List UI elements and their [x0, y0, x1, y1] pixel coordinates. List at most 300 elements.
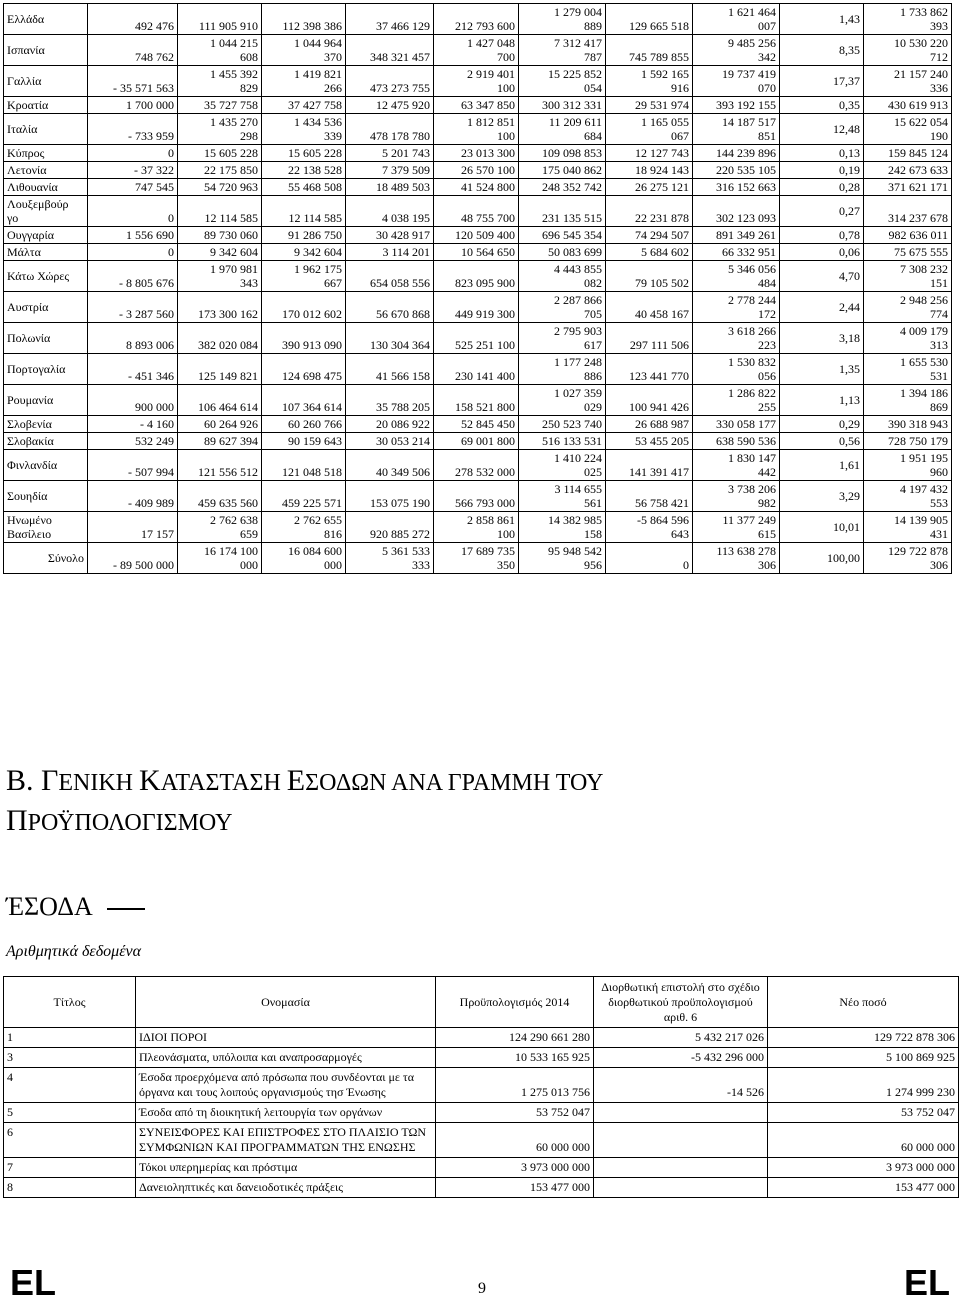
- amount-c8: 316 152 663: [693, 179, 780, 196]
- amount-c2: 382 020 084: [178, 323, 262, 354]
- amount-c1: 532 249: [88, 433, 178, 450]
- amount-c6: 7 312 417 787: [519, 35, 606, 66]
- amount-c3: 15 605 228: [262, 145, 346, 162]
- amount-c3: 22 138 528: [262, 162, 346, 179]
- amount-c8: 3 738 206 982: [693, 481, 780, 512]
- amount-c1: - 3 287 560: [88, 292, 178, 323]
- amount-c6: 231 135 515: [519, 196, 606, 227]
- amount-c7: 29 531 974: [606, 97, 693, 114]
- amount-c8: 11 377 249 615: [693, 512, 780, 543]
- amount-c4: 654 058 556: [346, 261, 434, 292]
- revenue-row: [4, 1178, 959, 1198]
- amount-c1: 0: [88, 145, 178, 162]
- numerical-data-label: Αριθμητικά δεδομένα: [6, 943, 141, 960]
- amount-c4: 56 670 868: [346, 292, 434, 323]
- share-percent: 17,37: [780, 66, 864, 97]
- amount-c8: 638 590 536: [693, 433, 780, 450]
- country-row: [4, 97, 952, 114]
- amount-c3: 107 364 614: [262, 385, 346, 416]
- amount-c5: 10 564 650: [434, 244, 519, 261]
- country-row: [4, 227, 952, 244]
- amount-c7: 100 941 426: [606, 385, 693, 416]
- country-row: [4, 162, 952, 179]
- amount-c2: 15 605 228: [178, 145, 262, 162]
- amount-c7: 5 684 602: [606, 244, 693, 261]
- amount-c5: 278 532 000: [434, 450, 519, 481]
- amount-c1: 747 545: [88, 179, 178, 196]
- amount-c5: 525 251 100: [434, 323, 519, 354]
- amount-c8: 1 621 464 007: [693, 4, 780, 35]
- country-name: Ιταλία: [4, 114, 88, 145]
- country-row: [4, 292, 952, 323]
- amount-c5: 120 509 400: [434, 227, 519, 244]
- share-percent: 4,70: [780, 261, 864, 292]
- amount-c4: 18 489 503: [346, 179, 434, 196]
- share-percent: 0,56: [780, 433, 864, 450]
- amount-c3: 1 044 964 370: [262, 35, 346, 66]
- total-amount: 1 733 862 393: [864, 4, 952, 35]
- country-name: Σουηδία: [4, 481, 88, 512]
- amount-c6: 14 382 985 158: [519, 512, 606, 543]
- title-code: 3: [4, 1048, 136, 1068]
- amount-c3: 124 698 475: [262, 354, 346, 385]
- total-amount: 1 951 195 960: [864, 450, 952, 481]
- country-name: Φινλανδία: [4, 450, 88, 481]
- amount-c4: 30 428 917: [346, 227, 434, 244]
- amount-c7: 26 275 121: [606, 179, 693, 196]
- country-name: Λετονία: [4, 162, 88, 179]
- amount-c1: 1 556 690: [88, 227, 178, 244]
- country-row: [4, 179, 952, 196]
- amount-c5: 63 347 850: [434, 97, 519, 114]
- amount-c1: - 8 805 676: [88, 261, 178, 292]
- heading-rule: [107, 908, 145, 910]
- country-name: Λουξεμβούρ γο: [4, 196, 88, 227]
- amount-c6: 175 040 862: [519, 162, 606, 179]
- country-name: Αυστρία: [4, 292, 88, 323]
- new-amount: 1 274 999 230: [768, 1068, 959, 1103]
- amount-c8: 302 123 093: [693, 196, 780, 227]
- amount-c6: 15 225 852 054: [519, 66, 606, 97]
- amount-c6: 95 948 542 956: [519, 543, 606, 574]
- share-percent: 0,19: [780, 162, 864, 179]
- total-amount: 15 622 054 190: [864, 114, 952, 145]
- amount-c8: 393 192 155: [693, 97, 780, 114]
- country-name: Σλοβενία: [4, 416, 88, 433]
- amount-c7: 40 458 167: [606, 292, 693, 323]
- amount-c2: 1 044 215 608: [178, 35, 262, 66]
- total-amount: 10 530 220 712: [864, 35, 952, 66]
- amount-c3: 1 962 175 667: [262, 261, 346, 292]
- amount-c1: 1 700 000: [88, 97, 178, 114]
- budget-amount: 60 000 000: [436, 1123, 594, 1158]
- amount-c4: 130 304 364: [346, 323, 434, 354]
- title-code: 6: [4, 1123, 136, 1158]
- total-amount: 242 673 633: [864, 162, 952, 179]
- amount-c2: 1 435 270 298: [178, 114, 262, 145]
- dab-amount: -14 526: [594, 1068, 768, 1103]
- amount-c1: - 507 994: [88, 450, 178, 481]
- amount-c6: 50 083 699: [519, 244, 606, 261]
- amount-c3: 390 913 090: [262, 323, 346, 354]
- amount-c5: 449 919 300: [434, 292, 519, 323]
- section-title: Β. ΓΕΝΙΚΗ ΚΑΤΑΣΤΑΣΗ ΕΣΟΔΩΝ ΑΝΑ ΓΡΑΜΜΗ ΤΟΥ ΠΡΟΫΠΟΛΟΓΙΣΜΟΥ: [6, 764, 604, 837]
- amount-c6: 696 545 354: [519, 227, 606, 244]
- amount-c3: 55 468 508: [262, 179, 346, 196]
- new-amount: 53 752 047: [768, 1103, 959, 1123]
- amount-c1: - 4 160: [88, 416, 178, 433]
- new-amount: 153 477 000: [768, 1178, 959, 1198]
- title-name: Έσοδα από τη διοικητική λειτουργία των οργάνων: [136, 1103, 436, 1123]
- amount-c5: 52 845 450: [434, 416, 519, 433]
- amount-c6: 3 114 655 561: [519, 481, 606, 512]
- amount-c6: 1 027 359 029: [519, 385, 606, 416]
- country-row: [4, 261, 952, 292]
- amount-c2: 54 720 963: [178, 179, 262, 196]
- amount-c6: 2 795 903 617: [519, 323, 606, 354]
- share-percent: 1,61: [780, 450, 864, 481]
- amount-c3: 91 286 750: [262, 227, 346, 244]
- amount-c8: 5 346 056 484: [693, 261, 780, 292]
- amount-c2: 9 342 604: [178, 244, 262, 261]
- country-name: Κάτω Χώρες: [4, 261, 88, 292]
- country-name: Ελλάδα: [4, 4, 88, 35]
- amount-c5: 23 013 300: [434, 145, 519, 162]
- title-code: 8: [4, 1178, 136, 1198]
- amount-c7: 18 924 143: [606, 162, 693, 179]
- footer-language-right: EL: [903, 1262, 950, 1303]
- total-amount: 1 655 530 531: [864, 354, 952, 385]
- new-amount: 60 000 000: [768, 1123, 959, 1158]
- amount-c7: 1 165 055 067: [606, 114, 693, 145]
- amount-c4: 35 788 205: [346, 385, 434, 416]
- revenue-row: [4, 1158, 959, 1178]
- share-percent: 0,06: [780, 244, 864, 261]
- country-name: Ηνωμένο Βασίλειο: [4, 512, 88, 543]
- country-row: [4, 196, 952, 227]
- amount-c3: 16 084 600 000: [262, 543, 346, 574]
- amount-c2: 121 556 512: [178, 450, 262, 481]
- amount-c5: 212 793 600: [434, 4, 519, 35]
- country-row: [4, 4, 952, 35]
- amount-c7: 129 665 518: [606, 4, 693, 35]
- dab-amount: [594, 1123, 768, 1158]
- revenue-header-row: [4, 977, 959, 1028]
- new-amount: 129 722 878 306: [768, 1028, 959, 1048]
- amount-c4: 37 466 129: [346, 4, 434, 35]
- share-percent: 1,13: [780, 385, 864, 416]
- amount-c2: 1 970 981 343: [178, 261, 262, 292]
- country-name: Γαλλία: [4, 66, 88, 97]
- country-row: [4, 512, 952, 543]
- dab-amount: 5 432 217 026: [594, 1028, 768, 1048]
- amount-c2: 35 727 758: [178, 97, 262, 114]
- share-percent: 3,29: [780, 481, 864, 512]
- share-percent: 100,00: [780, 543, 864, 574]
- country-row: [4, 323, 952, 354]
- amount-c2: 125 149 821: [178, 354, 262, 385]
- share-percent: 3,18: [780, 323, 864, 354]
- amount-c6: 248 352 742: [519, 179, 606, 196]
- share-percent: 2,44: [780, 292, 864, 323]
- country-name: Μάλτα: [4, 244, 88, 261]
- title-code: 7: [4, 1158, 136, 1178]
- country-name: Σύνολο: [4, 543, 88, 574]
- total-amount: 1 394 186 869: [864, 385, 952, 416]
- amount-c1: 900 000: [88, 385, 178, 416]
- total-amount: 314 237 678: [864, 196, 952, 227]
- amount-c1: - 35 571 563: [88, 66, 178, 97]
- amount-c3: 112 398 386: [262, 4, 346, 35]
- amount-c8: 2 778 244 172: [693, 292, 780, 323]
- amount-c4: 5 361 533 333: [346, 543, 434, 574]
- amount-c3: 60 260 766: [262, 416, 346, 433]
- amount-c3: 170 012 602: [262, 292, 346, 323]
- amount-c1: 0: [88, 244, 178, 261]
- amount-c7: 26 688 987: [606, 416, 693, 433]
- amount-c2: 22 175 850: [178, 162, 262, 179]
- revenue-row: [4, 1123, 959, 1158]
- title-name: ΣΥΝΕΙΣΦΟΡΕΣ ΚΑΙ ΕΠΙΣΤΡΟΦΕΣ ΣΤΟ ΠΛΑΙΣΙΟ ΤΩΝ ΣΥΜΦΩΝΙΩΝ ΚΑΙ ΠΡΟΓΡΑΜΜΑΤΩΝ ΤΗΣ ΕΝΩΣΗΣ: [136, 1123, 436, 1158]
- amount-c6: 1 279 004 889: [519, 4, 606, 35]
- amount-c4: 920 885 272: [346, 512, 434, 543]
- amount-c5: 230 141 400: [434, 354, 519, 385]
- total-amount: 982 636 011: [864, 227, 952, 244]
- amount-c1: 492 476: [88, 4, 178, 35]
- revenue-row: [4, 1068, 959, 1103]
- amount-c3: 121 048 518: [262, 450, 346, 481]
- title-code: 4: [4, 1068, 136, 1103]
- dab-amount: -5 432 296 000: [594, 1048, 768, 1068]
- amount-c5: 69 001 800: [434, 433, 519, 450]
- amount-c1: - 733 959: [88, 114, 178, 145]
- amount-c5: 2 919 401 100: [434, 66, 519, 97]
- title-code: 1: [4, 1028, 136, 1048]
- amount-c8: 66 332 951: [693, 244, 780, 261]
- budget-amount: 3 973 000 000: [436, 1158, 594, 1178]
- new-amount: 5 100 869 925: [768, 1048, 959, 1068]
- amount-c3: 90 159 643: [262, 433, 346, 450]
- country-name: Ουγγαρία: [4, 227, 88, 244]
- amount-c5: 17 689 735 350: [434, 543, 519, 574]
- total-amount: 4 009 179 313: [864, 323, 952, 354]
- country-row: [4, 416, 952, 433]
- amount-c4: 41 566 158: [346, 354, 434, 385]
- country-row: [4, 66, 952, 97]
- amount-c4: 40 349 506: [346, 450, 434, 481]
- total-amount: 7 308 232 151: [864, 261, 952, 292]
- country-row: [4, 145, 952, 162]
- amount-c4: 3 114 201: [346, 244, 434, 261]
- share-percent: 0,35: [780, 97, 864, 114]
- revenue-row: [4, 1028, 959, 1048]
- amount-c6: 4 443 855 082: [519, 261, 606, 292]
- budget-amount: 153 477 000: [436, 1178, 594, 1198]
- total-row: [4, 543, 952, 574]
- header-new-amount: Νέο ποσό: [768, 977, 959, 1028]
- amount-c2: 89 627 394: [178, 433, 262, 450]
- country-name: Πολωνία: [4, 323, 88, 354]
- contributions-by-country-table: [3, 3, 952, 574]
- amount-c1: 17 157: [88, 512, 178, 543]
- amount-c4: 30 053 214: [346, 433, 434, 450]
- amount-c5: 823 095 900: [434, 261, 519, 292]
- amount-c5: 158 521 800: [434, 385, 519, 416]
- budget-amount: 53 752 047: [436, 1103, 594, 1123]
- country-row: [4, 433, 952, 450]
- revenue-row: [4, 1103, 959, 1123]
- amount-c4: 348 321 457: [346, 35, 434, 66]
- total-amount: 4 197 432 553: [864, 481, 952, 512]
- amount-c5: 48 755 700: [434, 196, 519, 227]
- share-percent: 0,78: [780, 227, 864, 244]
- header-title: Τίτλος: [4, 977, 136, 1028]
- amount-c8: 144 239 896: [693, 145, 780, 162]
- amount-c7: -5 864 596 643: [606, 512, 693, 543]
- share-percent: 1,43: [780, 4, 864, 35]
- amount-c5: 41 524 800: [434, 179, 519, 196]
- amount-c2: 2 762 638 659: [178, 512, 262, 543]
- amount-c1: - 89 500 000: [88, 543, 178, 574]
- title-name: Πλεονάσματα, υπόλοιπα και αναπροσαρμογές: [136, 1048, 436, 1068]
- total-amount: 14 139 905 431: [864, 512, 952, 543]
- revenue-by-title-table: [3, 976, 959, 1198]
- amount-c8: 1 830 147 442: [693, 450, 780, 481]
- amount-c5: 1 812 851 100: [434, 114, 519, 145]
- amount-c2: 12 114 585: [178, 196, 262, 227]
- amount-c7: 141 391 417: [606, 450, 693, 481]
- amount-c4: 473 273 755: [346, 66, 434, 97]
- amount-c8: 220 535 105: [693, 162, 780, 179]
- amount-c5: 566 793 000: [434, 481, 519, 512]
- amount-c7: 1 592 165 916: [606, 66, 693, 97]
- amount-c4: 20 086 922: [346, 416, 434, 433]
- amount-c2: 111 905 910: [178, 4, 262, 35]
- total-amount: 2 948 256 774: [864, 292, 952, 323]
- amount-c2: 173 300 162: [178, 292, 262, 323]
- total-amount: 430 619 913: [864, 97, 952, 114]
- share-percent: 0,28: [780, 179, 864, 196]
- total-amount: 75 675 555: [864, 244, 952, 261]
- amount-c7: 74 294 507: [606, 227, 693, 244]
- country-name: Σλοβακία: [4, 433, 88, 450]
- share-percent: 8,35: [780, 35, 864, 66]
- budget-amount: 124 290 661 280: [436, 1028, 594, 1048]
- amount-c6: 300 312 331: [519, 97, 606, 114]
- share-percent: 0,27: [780, 196, 864, 227]
- amount-c3: 9 342 604: [262, 244, 346, 261]
- amount-c7: 22 231 878: [606, 196, 693, 227]
- amount-c3: 459 225 571: [262, 481, 346, 512]
- amount-c7: 297 111 506: [606, 323, 693, 354]
- total-amount: 21 157 240 336: [864, 66, 952, 97]
- title-name: Έσοδα προερχόμενα από πρόσωπα που συνδέονται με τα όργανα και τους λοιπούς οργανισμούς τησ Ένωσης: [136, 1068, 436, 1103]
- country-row: [4, 244, 952, 261]
- revenue-heading: [6, 892, 145, 922]
- title-code: 5: [4, 1103, 136, 1123]
- title-name: Δανειοληπτικές και δανειοδοτικές πράξεις: [136, 1178, 436, 1198]
- amount-c1: - 37 322: [88, 162, 178, 179]
- country-name: Κύπρος: [4, 145, 88, 162]
- amount-c7: 123 441 770: [606, 354, 693, 385]
- amount-c5: 26 570 100: [434, 162, 519, 179]
- revenue-heading-text: ΈΣΟΔΑ: [6, 892, 93, 921]
- page-number: 9: [478, 1280, 486, 1297]
- share-percent: 1,35: [780, 354, 864, 385]
- amount-c5: 2 858 861 100: [434, 512, 519, 543]
- amount-c2: 16 174 100 000: [178, 543, 262, 574]
- amount-c8: 891 349 261: [693, 227, 780, 244]
- amount-c2: 1 455 392 829: [178, 66, 262, 97]
- amount-c2: 459 635 560: [178, 481, 262, 512]
- footer-language-left: EL: [10, 1262, 57, 1303]
- amount-c7: 12 127 743: [606, 145, 693, 162]
- country-row: [4, 354, 952, 385]
- amount-c6: 250 523 740: [519, 416, 606, 433]
- amount-c4: 7 379 509: [346, 162, 434, 179]
- amount-c7: 56 758 421: [606, 481, 693, 512]
- amount-c3: 1 419 821 266: [262, 66, 346, 97]
- amount-c2: 60 264 926: [178, 416, 262, 433]
- budget-amount: 1 275 013 756: [436, 1068, 594, 1103]
- new-amount: 3 973 000 000: [768, 1158, 959, 1178]
- amount-c4: 153 075 190: [346, 481, 434, 512]
- total-amount: 728 750 179: [864, 433, 952, 450]
- total-amount: 371 621 171: [864, 179, 952, 196]
- title-name: Τόκοι υπερημερίας και πρόστιμα: [136, 1158, 436, 1178]
- amount-c2: 106 464 614: [178, 385, 262, 416]
- amount-c6: 11 209 611 684: [519, 114, 606, 145]
- amount-c8: 19 737 419 070: [693, 66, 780, 97]
- country-row: [4, 35, 952, 66]
- revenue-row: [4, 1048, 959, 1068]
- amount-c5: 1 427 048 700: [434, 35, 519, 66]
- amount-c7: 0: [606, 543, 693, 574]
- header-dab: Διορθωτική επιστολή στο σχέδιο διορθωτικού προϋπολογισμού αριθ. 6: [594, 977, 768, 1028]
- total-amount: 390 318 943: [864, 416, 952, 433]
- amount-c8: 113 638 278 306: [693, 543, 780, 574]
- amount-c6: 1 410 224 025: [519, 450, 606, 481]
- amount-c6: 1 177 248 886: [519, 354, 606, 385]
- amount-c6: 2 287 866 705: [519, 292, 606, 323]
- amount-c3: 2 762 655 816: [262, 512, 346, 543]
- country-row: [4, 114, 952, 145]
- amount-c2: 89 730 060: [178, 227, 262, 244]
- amount-c8: 14 187 517 851: [693, 114, 780, 145]
- amount-c4: 4 038 195: [346, 196, 434, 227]
- amount-c1: 748 762: [88, 35, 178, 66]
- country-name: Πορτογαλία: [4, 354, 88, 385]
- amount-c1: 8 893 006: [88, 323, 178, 354]
- country-name: Λιθουανία: [4, 179, 88, 196]
- title-name: ΙΔΙΟΙ ΠΟΡΟΙ: [136, 1028, 436, 1048]
- share-percent: 12,48: [780, 114, 864, 145]
- amount-c1: - 451 346: [88, 354, 178, 385]
- share-percent: 0,13: [780, 145, 864, 162]
- country-name: Ισπανία: [4, 35, 88, 66]
- amount-c7: 53 455 205: [606, 433, 693, 450]
- amount-c7: 745 789 855: [606, 35, 693, 66]
- amount-c1: - 409 989: [88, 481, 178, 512]
- amount-c3: 37 427 758: [262, 97, 346, 114]
- amount-c4: 5 201 743: [346, 145, 434, 162]
- country-row: [4, 481, 952, 512]
- share-percent: 0,29: [780, 416, 864, 433]
- share-percent: 10,01: [780, 512, 864, 543]
- amount-c8: 3 618 266 223: [693, 323, 780, 354]
- amount-c3: 12 114 585: [262, 196, 346, 227]
- dab-amount: [594, 1158, 768, 1178]
